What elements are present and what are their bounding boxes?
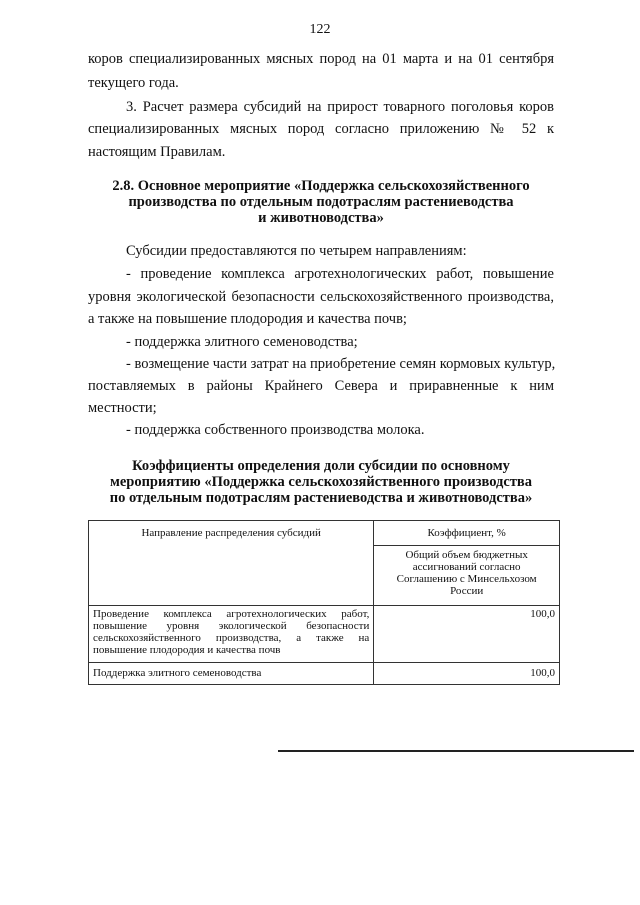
table-header-row	[89, 521, 560, 546]
list-item-line: - возмещение части затрат на приобретение семян кормовых культур,	[126, 356, 556, 372]
table-row	[89, 663, 560, 685]
signature-divider-line	[278, 750, 634, 752]
paragraph-line: настоящим Правилам.	[88, 144, 226, 160]
paragraph-line: специализированных мясных пород согласно приложению № 52 к	[88, 121, 554, 137]
list-item-line: местности;	[88, 400, 157, 416]
list-item-line: поставляемых в районы Крайнего Севера и приравненные к ним	[88, 378, 554, 394]
section-heading-line: и животноводства»	[258, 210, 384, 226]
intro-text: Субсидии предоставляются по четырем направлениям:	[126, 243, 467, 259]
coefficient-table	[88, 520, 560, 685]
list-item-line: - поддержка элитного семеноводства;	[126, 334, 358, 350]
paragraph-line: текущего года.	[88, 75, 179, 91]
paragraph-line: 3. Расчет размера субсидий на прирост товарного поголовья коров	[126, 99, 554, 115]
column-header-direction: Направление распределения субсидий	[89, 521, 374, 606]
table-heading-line: Коэффициенты определения доли субсидии по основному	[132, 458, 510, 474]
list-item-line: - поддержка собственного производства молока.	[126, 422, 425, 438]
list-item-line: а также на повышение плодородия и качества почв;	[88, 311, 407, 327]
row-direction-name: Поддержка элитного семеноводства	[89, 663, 374, 685]
list-item-line: - проведение комплекса агротехнологических работ, повышение	[126, 266, 554, 282]
list-item-line: уровня экологической безопасности сельскохозяйственного производства,	[88, 289, 554, 305]
table-heading-line: мероприятию «Поддержка сельскохозяйственного производства	[109, 474, 533, 490]
paragraph-line: коров специализированных мясных пород на 01 марта и на 01 сентября	[88, 51, 554, 67]
column-subheader-budget: Общий объем бюджетных ассигнований согласно Соглашению с Минсельхозом России	[374, 546, 560, 606]
section-heading-line: 2.8. Основное мероприятие «Поддержка сельскохозяйственного	[112, 178, 530, 194]
page-number: 122	[309, 22, 331, 37]
table-row	[89, 606, 560, 663]
section-heading-line: производства по отдельным подотраслям растениеводства	[128, 194, 514, 210]
column-header-coefficient: Коэффициент, %	[374, 521, 560, 546]
table-heading-line: по отдельным подотраслям растениеводства и животноводства»	[109, 490, 533, 506]
row-coefficient-value: 100,0	[374, 663, 560, 685]
row-direction-name: Проведение комплекса агротехнологических работ, повышение уровня экологической безопасности сельскохозяйственного производства, а также на повышение плодородия и качества почв	[89, 606, 374, 663]
row-coefficient-value: 100,0	[374, 606, 560, 663]
